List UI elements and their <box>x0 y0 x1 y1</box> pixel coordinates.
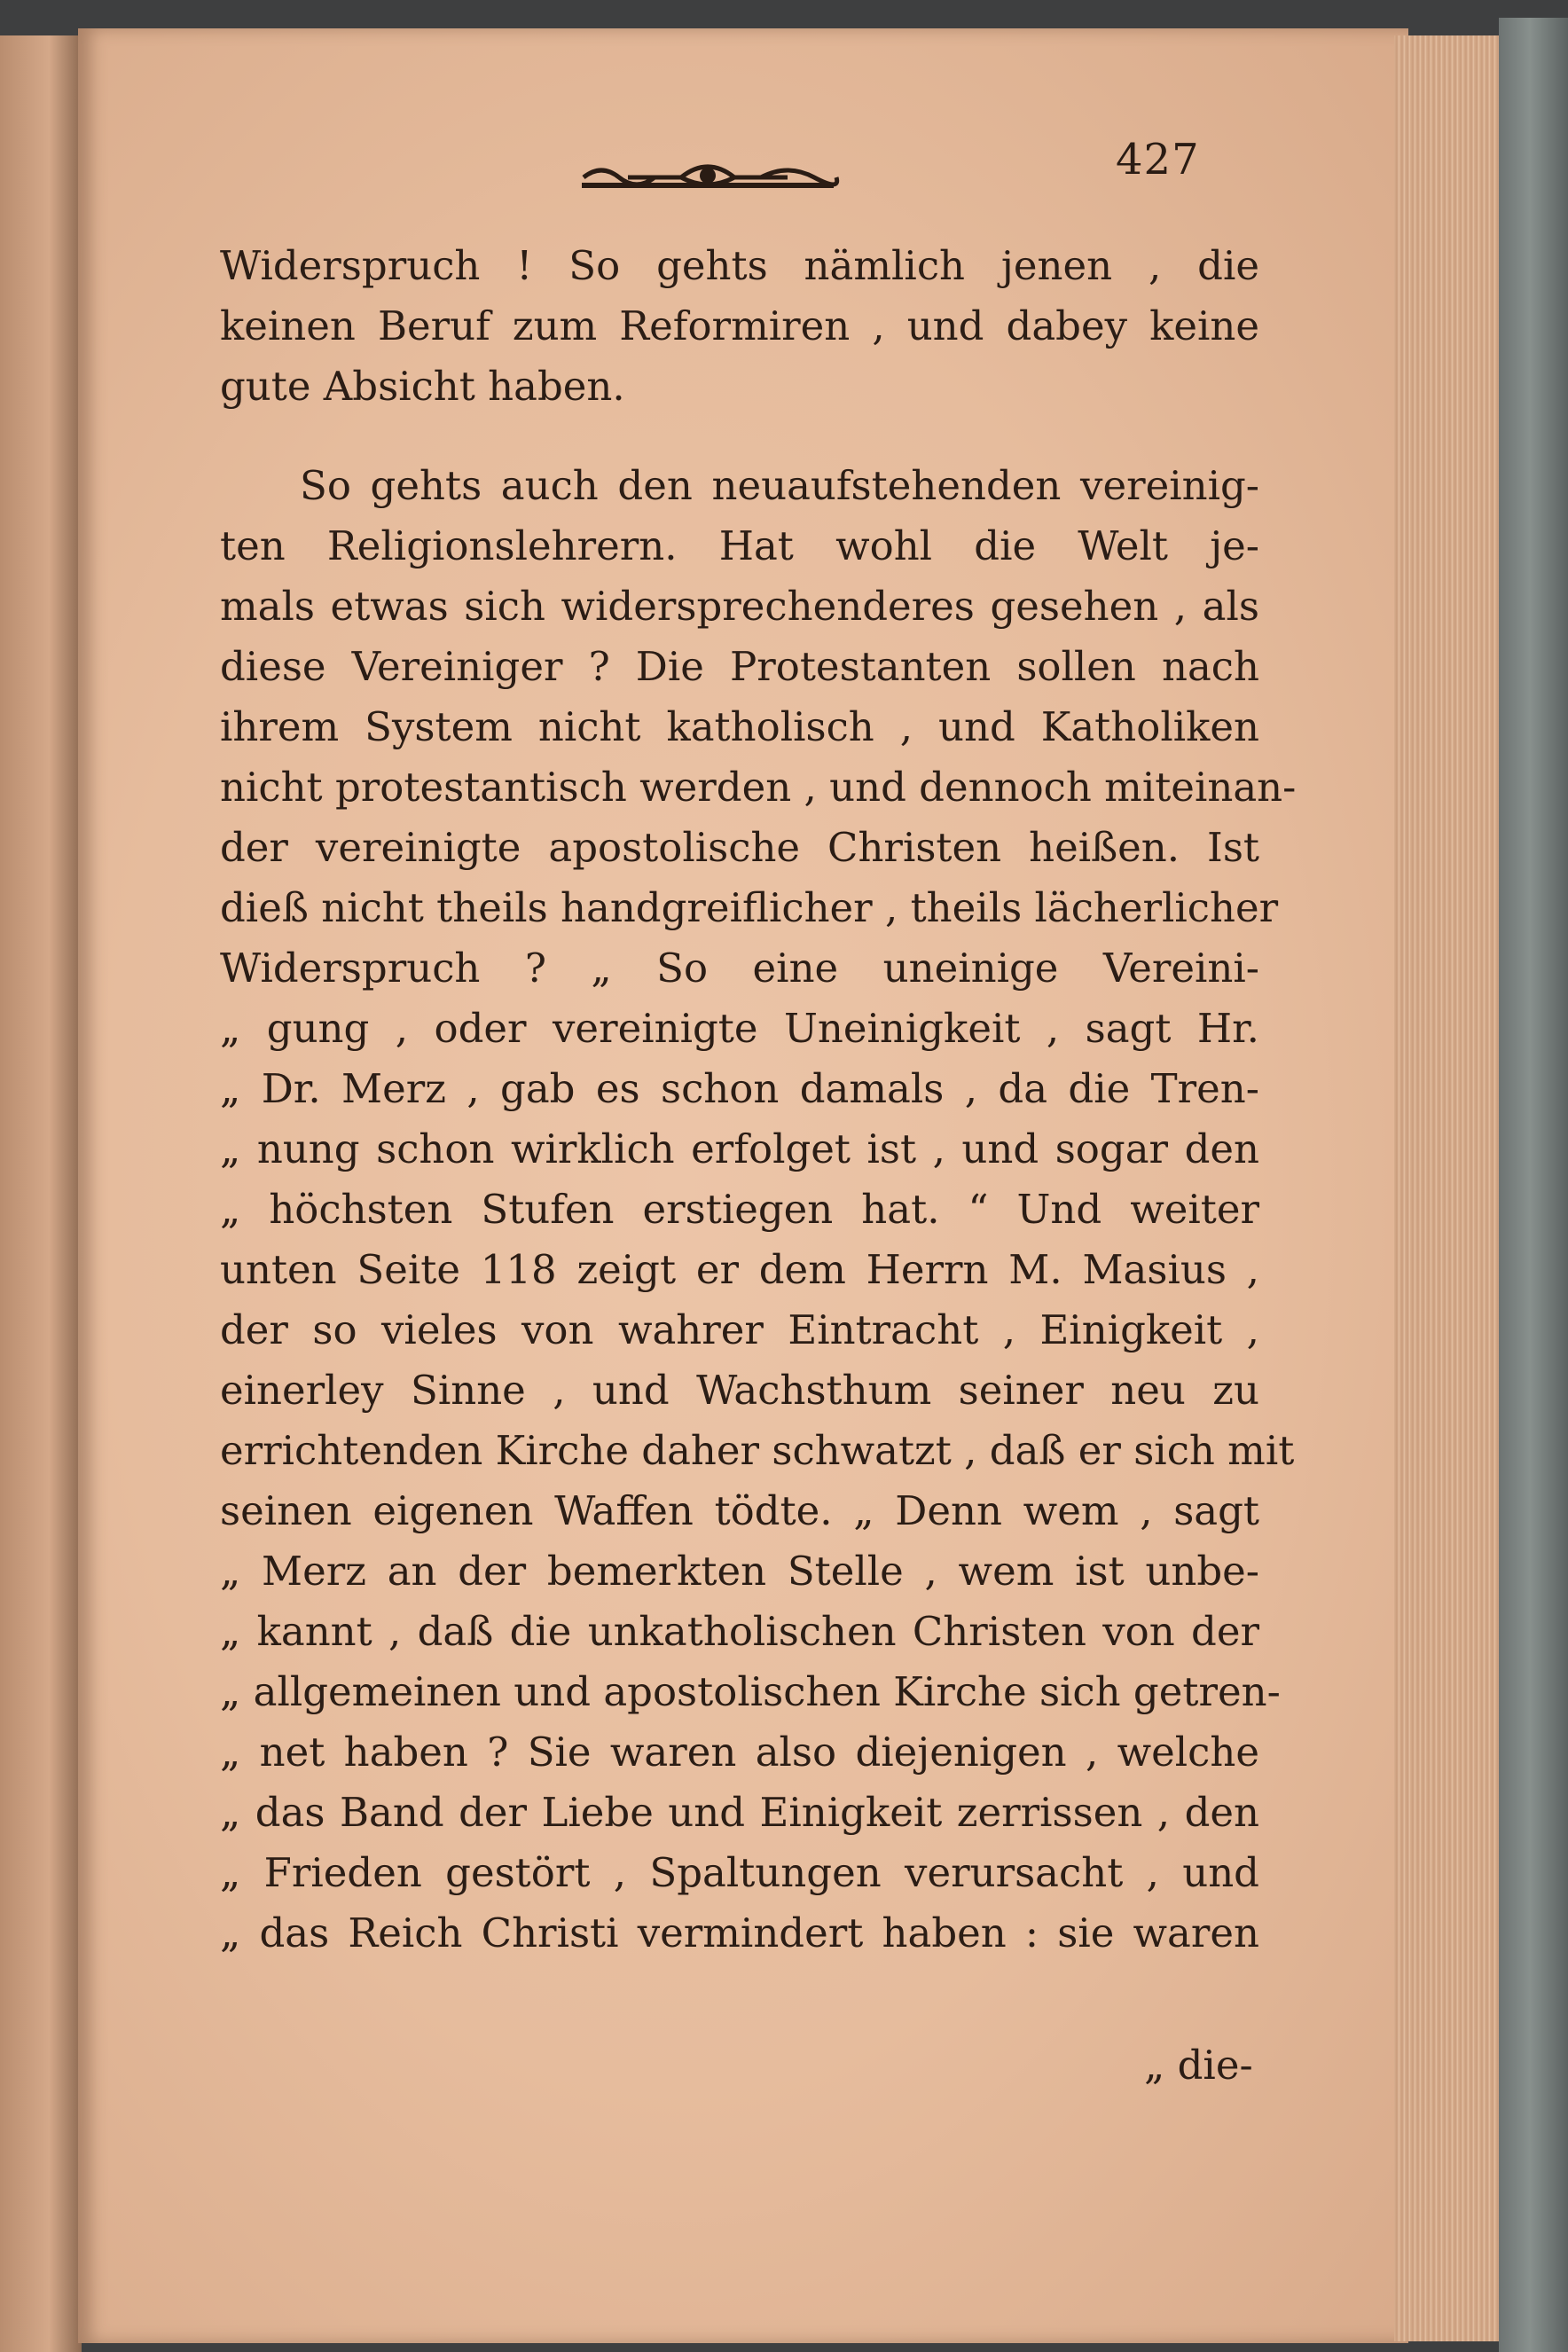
page-number: 427 <box>1116 135 1200 184</box>
text-line: ihrem System nicht katholisch , und Katholiken <box>220 703 1259 750</box>
text-line: „ Frieden gestört , Spaltungen verursacht , und <box>220 1849 1259 1896</box>
text-line: So gehts auch den neuaufstehenden vereinig- <box>300 462 1259 509</box>
text-line: einerley Sinne , und Wachsthum seiner neu zu <box>220 1367 1259 1414</box>
text-line: „ höchsten Stufen erstiegen hat. “ Und weiter <box>220 1186 1259 1233</box>
text-line: dieß nicht theils handgreiflicher , theils lächerlicher <box>220 884 1279 931</box>
head-ornament <box>575 151 841 197</box>
text-line: errichtenden Kirche daher schwatzt , daß er sich mit <box>220 1427 1295 1474</box>
page-block-edges <box>1394 35 1501 2341</box>
text-line: nicht protestantisch werden , und dennoch miteinan- <box>220 764 1297 811</box>
text-line: der vereinigte apostolische Christen heißen. Ist <box>220 824 1259 871</box>
text-line: „ Dr. Merz , gab es schon damals , da die Tren- <box>220 1065 1259 1112</box>
body-text <box>220 236 1297 1964</box>
text-line: „ gung , oder vereinigte Uneinigkeit , sagt Hr. <box>220 1005 1259 1052</box>
book-cover <box>1499 18 1568 2352</box>
text-line: seinen eigenen Waffen tödte. „ Denn wem , sagt <box>220 1487 1259 1534</box>
catchword: „ die- <box>1144 2042 1253 2089</box>
text-line: „ nung schon wirklich erfolget ist , und sogar den <box>220 1125 1259 1172</box>
text-line: mals etwas sich widersprechenderes gesehen , als <box>220 583 1259 630</box>
text-line: „ das Band der Liebe und Einigkeit zerrissen , den <box>220 1789 1259 1836</box>
text-line: „ das Reich Christi vermindert haben : sie waren <box>220 1909 1259 1956</box>
text-line: unten Seite 118 zeigt er dem Herrn M. Masius , <box>220 1246 1259 1293</box>
text-line: „ net haben ? Sie waren also diejenigen , welche <box>220 1729 1259 1776</box>
text-line: gute Absicht haben. <box>220 363 625 410</box>
left-page-edge <box>0 35 82 2352</box>
text-line: Widerspruch ! So gehts nämlich jenen , die <box>220 242 1259 289</box>
text-line: „ Merz an der bemerkten Stelle , wem ist unbe- <box>220 1548 1259 1595</box>
text-line: keinen Beruf zum Reformiren , und dabey keine <box>220 302 1259 349</box>
text-line: „ kannt , daß die unkatholischen Christen von der <box>220 1608 1259 1655</box>
text-line: „ allgemeinen und apostolischen Kirche sich getren- <box>220 1668 1281 1715</box>
text-line: Widerspruch ? „ So eine uneinige Vereini- <box>220 945 1259 992</box>
text-line: diese Vereiniger ? Die Protestanten sollen nach <box>220 643 1259 690</box>
text-line: ten Religionslehrern. Hat wohl die Welt je- <box>220 522 1259 569</box>
text-line: der so vieles von wahrer Eintracht , Einigkeit , <box>220 1306 1259 1353</box>
